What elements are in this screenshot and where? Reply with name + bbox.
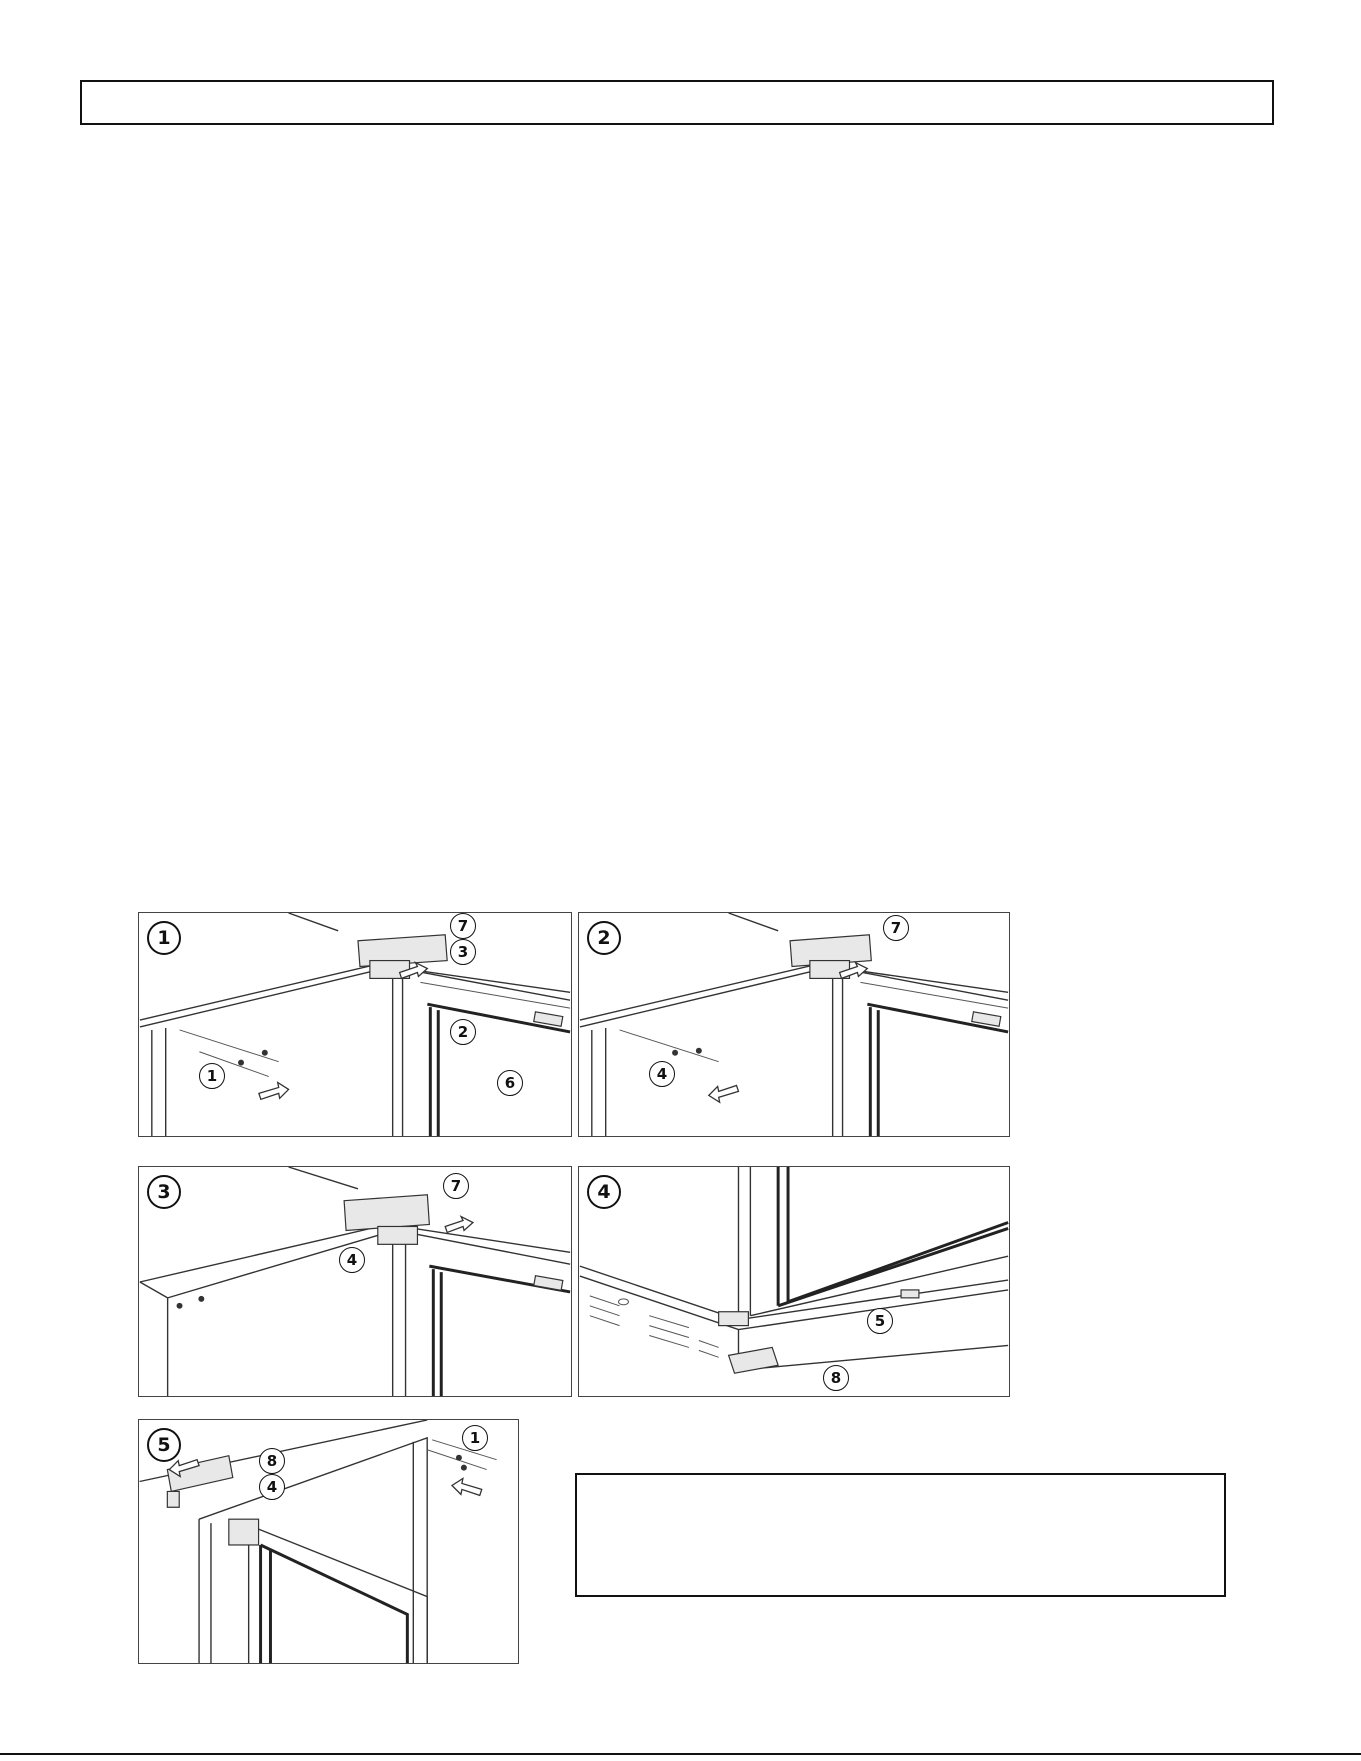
callout-marker: 1: [462, 1425, 488, 1451]
callout-marker: 4: [649, 1061, 675, 1087]
figure-step-2: [578, 912, 1010, 1137]
figure-step-1: [138, 912, 572, 1137]
note-box: [575, 1473, 1226, 1597]
callout-marker: 4: [259, 1474, 285, 1500]
hinge-illustration: [579, 1167, 1009, 1396]
callout-marker: 7: [443, 1173, 469, 1199]
figure-step-5: [138, 1419, 519, 1664]
callout-marker: 1: [199, 1063, 225, 1089]
hinge-illustration: [579, 913, 1009, 1136]
figure-step-4: [578, 1166, 1010, 1397]
callout-marker: 8: [823, 1365, 849, 1391]
step-number: 5: [147, 1428, 181, 1462]
hinge-illustration: [139, 1167, 571, 1396]
callout-marker: 2: [450, 1019, 476, 1045]
callout-marker: 7: [450, 913, 476, 939]
step-number: 4: [587, 1175, 621, 1209]
hinge-illustration: [139, 913, 571, 1136]
figure-step-3: [138, 1166, 572, 1397]
callout-marker: 7: [883, 915, 909, 941]
header-box: [80, 80, 1274, 125]
callout-marker: 6: [497, 1070, 523, 1096]
step-number: 3: [147, 1175, 181, 1209]
callout-marker: 3: [450, 939, 476, 965]
step-number: 1: [147, 921, 181, 955]
callout-marker: 5: [867, 1308, 893, 1334]
hinge-illustration: [139, 1420, 518, 1663]
step-number: 2: [587, 921, 621, 955]
callout-marker: 8: [259, 1448, 285, 1474]
footer-rule: [0, 1753, 1361, 1755]
callout-marker: 4: [339, 1247, 365, 1273]
